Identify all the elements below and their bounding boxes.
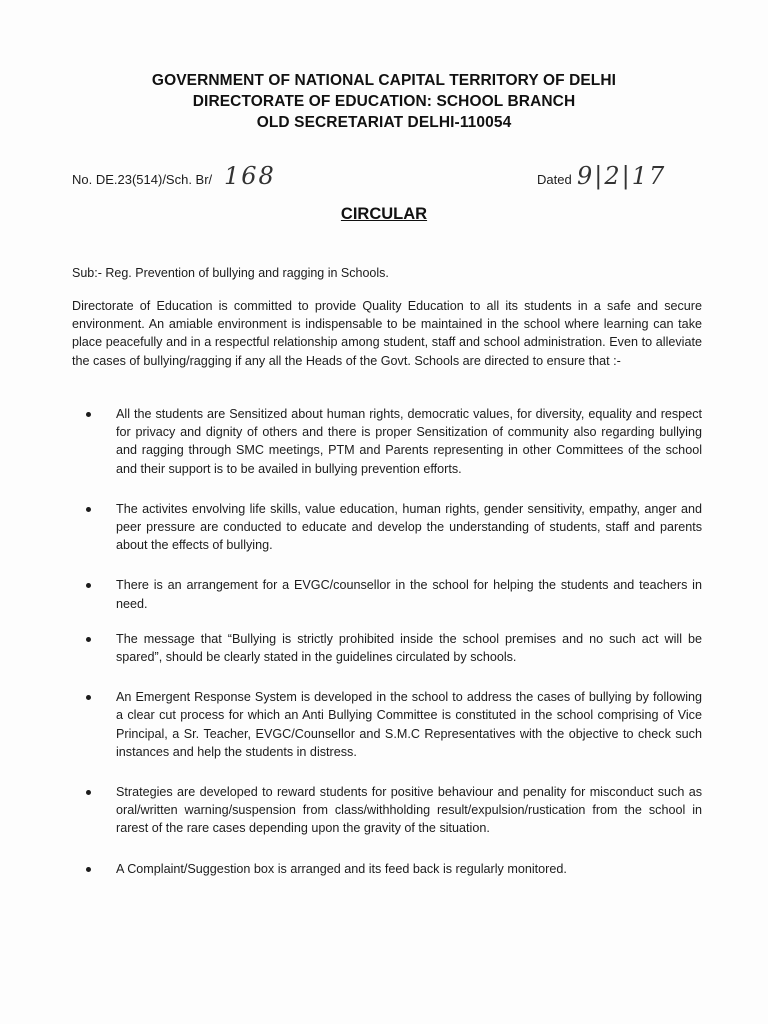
letterhead bbox=[0, 70, 768, 133]
handwritten-date: 9|2|17 bbox=[577, 162, 667, 190]
document-title: CIRCULAR bbox=[340, 205, 428, 223]
bullet-icon bbox=[86, 695, 91, 700]
list-item-text: Strategies are developed to reward students for positive behaviour and penality for misconduct such as oral/written warning/suspension from class/withholding result/expulsion/rustication from the school in rarest of the rare cases depending upon the gravity of the situation. bbox=[116, 785, 702, 836]
bullet-icon bbox=[86, 637, 91, 642]
list-item bbox=[82, 576, 702, 612]
reference-label: No. DE.23(514)/Sch. Br/ bbox=[72, 172, 213, 187]
list-item bbox=[82, 500, 702, 555]
date-field bbox=[537, 162, 667, 190]
letterhead-directorate: DIRECTORATE OF EDUCATION: SCHOOL BRANCH bbox=[192, 93, 576, 110]
date-label: Dated bbox=[537, 172, 572, 187]
list-item-text: The activites envolving life skills, value education, human rights, gender sensitivity, empathy, anger and peer pressure are conducted to educate and develop the understanding of students, staff and parents about the effects of bullying. bbox=[116, 501, 702, 553]
list-item bbox=[82, 688, 702, 761]
list-item-text: There is an arrangement for a EVGC/counsellor in the school for helping the students and teachers in need. bbox=[116, 578, 702, 611]
list-item bbox=[82, 783, 702, 838]
list-item-text: The message that “Bullying is strictly prohibited inside the school premises and no such act will be spared”, should be clearly stated in the guidelines circulated by schools. bbox=[116, 631, 702, 665]
reference-line bbox=[72, 162, 702, 200]
bullet-icon bbox=[86, 412, 91, 417]
directive-list bbox=[82, 405, 702, 878]
list-item-text: A Complaint/Suggestion box is arranged and its feed back is regularly monitored. bbox=[116, 861, 567, 876]
bullet-icon bbox=[86, 507, 91, 512]
list-item bbox=[82, 405, 702, 478]
reference-number bbox=[72, 162, 276, 190]
intro-paragraph: Directorate of Education is committed to provide Quality Education to all its students in a safe and secure environment. An amiable environment is indispensable to be maintained in the school where learning can take place peacefully and in a respectful relationship among student, staff and school administration. Even to alleviate the cases of bullying/ragging if any all the Heads of the Govt. Schools are directed to ensure that :- bbox=[72, 299, 702, 368]
subject-line: Sub:- Reg. Prevention of bullying and ragging in Schools. bbox=[72, 266, 389, 280]
list-item-text: All the students are Sensitized about human rights, democratic values, for diversity, equality and respect for privacy and dignity of others and there is proper Sensitization of community also regarding bullying and ragging through SMC meetings, PTM and Parents representing in other Committees of the school and their support is to be availed in bullying prevention efforts. bbox=[116, 407, 702, 476]
bullet-icon bbox=[86, 583, 91, 588]
bullet-icon bbox=[86, 790, 91, 795]
list-item bbox=[82, 860, 702, 878]
list-item bbox=[82, 630, 702, 666]
handwritten-reference-number: 168 bbox=[224, 162, 276, 190]
letterhead-address: OLD SECRETARIAT DELHI-110054 bbox=[256, 114, 512, 131]
list-item-text: An Emergent Response System is developed in the school to address the cases of bullying by following a clear cut process for which an Anti Bullying Committee is constituted in the school comprising of Vice Principal, a Sr. Teacher, EVGC/Counsellor and S.M.C Representatives with the objective to check such instances and help the students in distress. bbox=[116, 690, 702, 759]
bullet-icon bbox=[86, 867, 91, 872]
letterhead-government: GOVERNMENT OF NATIONAL CAPITAL TERRITORY OF DELHI bbox=[151, 72, 617, 89]
